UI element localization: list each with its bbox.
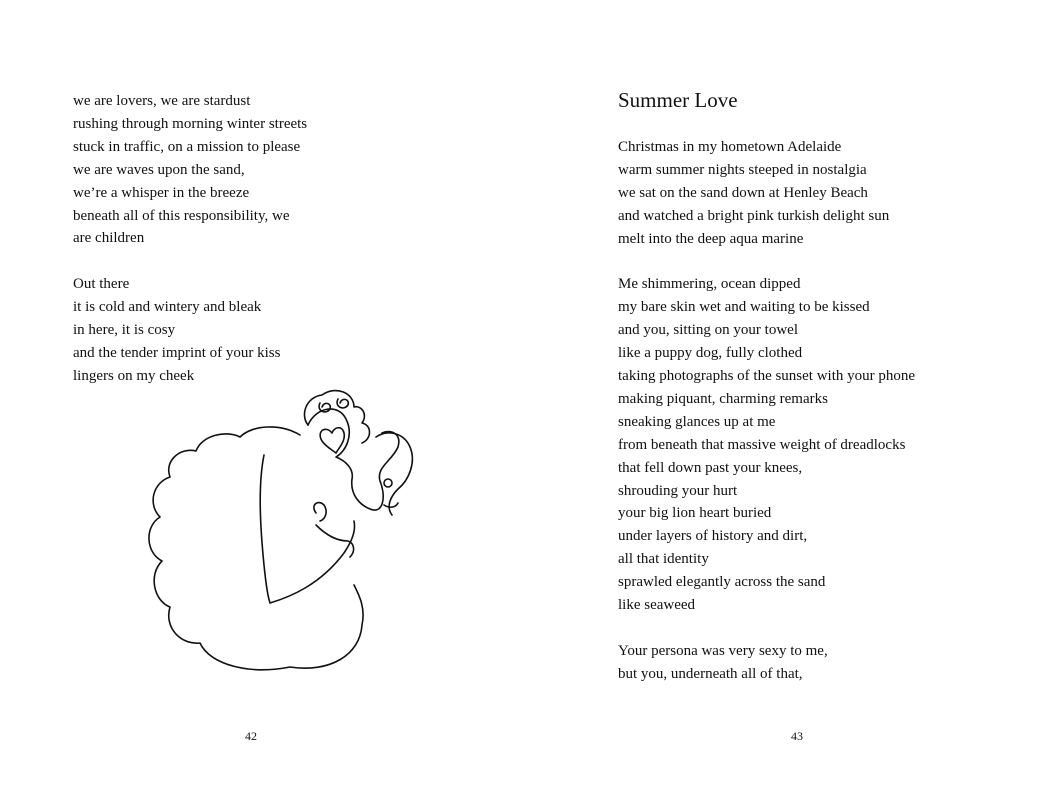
page-number: 43 bbox=[791, 729, 803, 743]
stanza-gap bbox=[618, 251, 915, 274]
poem-line: sneaking glances up at me bbox=[618, 413, 776, 430]
poem-line: beneath all of this responsibility, we bbox=[73, 207, 290, 224]
left-poem-text bbox=[73, 90, 307, 388]
poem-line: your big lion heart buried bbox=[618, 505, 772, 522]
poem-line: like a puppy dog, fully clothed bbox=[618, 345, 803, 362]
poem-line: all that identity bbox=[618, 551, 709, 568]
poem-line: warm summer nights steeped in nostalgia bbox=[618, 161, 867, 178]
heart-ear-icon bbox=[320, 428, 344, 453]
face-outline bbox=[376, 433, 412, 515]
embracing-couple-illustration bbox=[140, 375, 430, 690]
poem-line: it is cold and wintery and bleak bbox=[73, 299, 262, 316]
poem-title: Summer Love bbox=[618, 88, 738, 112]
poem-line: Christmas in my hometown Adelaide bbox=[618, 139, 842, 155]
poem-line: making piquant, charming remarks bbox=[618, 390, 828, 407]
stanza bbox=[73, 273, 307, 388]
stanza bbox=[73, 90, 307, 250]
poem-line: Your persona was very sexy to me, bbox=[618, 642, 828, 659]
poem-line: Out there bbox=[73, 276, 130, 293]
right-poem-text bbox=[618, 136, 915, 686]
stanza-gap bbox=[618, 617, 915, 640]
poem-line: in here, it is cosy bbox=[73, 322, 176, 339]
poem-line: shrouding your hurt bbox=[618, 482, 738, 499]
poem-line: we sat on the sand down at Henley Beach bbox=[618, 184, 868, 201]
body-outline bbox=[260, 455, 354, 603]
poem-line: rushing through morning winter streets bbox=[73, 115, 308, 132]
arm-line bbox=[316, 525, 354, 557]
poem-line: from beneath that massive weight of dreadlocks bbox=[618, 436, 906, 453]
poem-line: like seaweed bbox=[618, 597, 696, 614]
poem-line: that fell down past your knees, bbox=[618, 459, 803, 476]
stanza bbox=[618, 136, 915, 251]
poem-line: taking photographs of the sunset with your phone bbox=[618, 368, 916, 385]
head-outline bbox=[308, 409, 399, 510]
poem-line: we are lovers, we are stardust bbox=[73, 93, 251, 109]
poem-line: and watched a bright pink turkish delight sun bbox=[618, 207, 890, 224]
poem-line: are children bbox=[73, 230, 145, 247]
stanza-gap bbox=[73, 250, 307, 273]
curl bbox=[337, 399, 348, 408]
poem-line: sprawled elegantly across the sand bbox=[618, 574, 826, 591]
hair-cloud-outline bbox=[149, 427, 363, 670]
stanza bbox=[618, 640, 915, 686]
poem-line: stuck in traffic, on a mission to please bbox=[73, 138, 301, 155]
poem-line: melt into the deep aqua marine bbox=[618, 230, 804, 247]
eye bbox=[384, 479, 392, 487]
poem-line: we are waves upon the sand, bbox=[73, 161, 245, 178]
stanza bbox=[618, 273, 915, 617]
hand bbox=[314, 503, 326, 521]
poem-line: we’re a whisper in the breeze bbox=[73, 184, 250, 201]
right-page bbox=[525, 0, 1050, 800]
poem-line: and the tender imprint of your kiss bbox=[73, 344, 281, 361]
poem-line: my bare skin wet and waiting to be kissed bbox=[618, 299, 870, 316]
poem-line: and you, sitting on your towel bbox=[618, 322, 798, 339]
poem-line: under layers of history and dirt, bbox=[618, 528, 808, 545]
page-number: 42 bbox=[245, 729, 257, 743]
poem-line: Me shimmering, ocean dipped bbox=[618, 276, 801, 293]
poem-line: but you, underneath all of that, bbox=[618, 665, 803, 682]
lips bbox=[384, 503, 398, 507]
poem-line: lingers on my cheek bbox=[73, 367, 195, 384]
